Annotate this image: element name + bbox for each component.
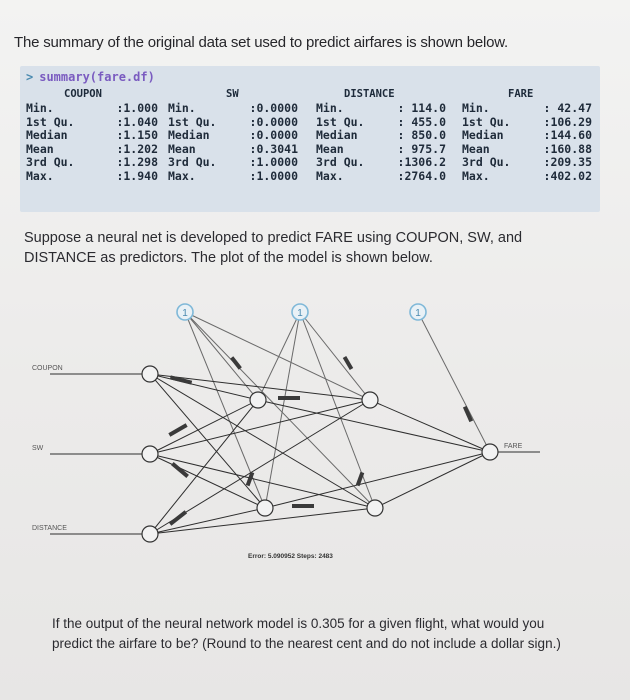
bias-edge — [258, 312, 300, 400]
bias-edge — [300, 312, 370, 400]
stat-row: Median : 850.0 — [316, 128, 446, 142]
input-label-coupon: COUPON — [32, 365, 63, 372]
question-neural-net: Suppose a neural net is developed to predict FARE using COUPON, SW, and DISTANCE as predictors. The plot of the model is shown below. — [24, 230, 523, 266]
r-command — [26, 70, 155, 84]
stat-row: Median :1.150 — [26, 128, 158, 142]
stat-row: Max. :1.0000 — [168, 168, 298, 183]
stats-column-fare — [462, 102, 592, 183]
col-header-distance: DISTANCE — [344, 88, 395, 100]
bias-edge — [185, 312, 258, 400]
stat-row: 3rd Qu. :209.35 — [462, 155, 592, 169]
stat-row: 1st Qu. :106.29 — [462, 114, 592, 129]
stat-row: Max. :2764.0 — [316, 168, 446, 183]
stat-row: Min. :0.0000 — [168, 101, 298, 115]
r-summary-output — [20, 66, 600, 212]
stat-row: 3rd Qu. :1306.2 — [316, 155, 446, 169]
weight-edge — [150, 400, 258, 454]
hidden-node — [257, 500, 273, 516]
input-label-distance: DISTANCE — [32, 525, 67, 532]
stats-column-sw — [168, 102, 298, 183]
col-header-coupon: COUPON — [64, 88, 102, 100]
stat-row: Mean :1.202 — [26, 141, 158, 156]
input-node-distance — [142, 526, 158, 542]
bias-edge — [265, 312, 300, 508]
weight-edge — [375, 452, 490, 508]
weight-edge — [370, 400, 490, 452]
stat-row: Mean :0.3041 — [168, 141, 298, 156]
weight-edge — [265, 452, 490, 508]
question-airfare: If the output of the neural network model is 0.305 for a given flight, what would you predict the airfare to be? (Round to the nearest cent and do not include a dollar sign.) — [52, 616, 561, 651]
weight-edge — [150, 374, 258, 400]
input-node-coupon — [142, 366, 158, 382]
stat-row: Mean : 975.7 — [316, 141, 446, 156]
weight-label — [230, 356, 242, 369]
weight-edge — [258, 400, 490, 452]
stat-row: Min. : 114.0 — [316, 101, 446, 115]
stats-column-coupon — [26, 102, 158, 183]
network-edges — [50, 312, 540, 534]
input-node-sw — [142, 446, 158, 462]
hidden-node — [362, 392, 378, 408]
bias-edge — [300, 312, 375, 508]
stat-row: Mean :160.88 — [462, 141, 592, 156]
weight-label — [169, 510, 187, 525]
hidden-node — [367, 500, 383, 516]
weight-edge — [150, 400, 258, 534]
weight-edge — [150, 374, 265, 508]
input-label-sw: SW — [32, 445, 44, 452]
intro-text: The summary of the original data set used to predict airfares is shown below. — [14, 34, 509, 51]
stat-row: 1st Qu. : 455.0 — [316, 114, 446, 129]
output-node-fare — [482, 444, 498, 460]
weight-label — [292, 504, 314, 508]
prompt-icon: > — [26, 70, 34, 84]
stat-row: 3rd Qu. :1.0000 — [168, 155, 298, 169]
stat-row: 3rd Qu. :1.298 — [26, 155, 158, 169]
bias-nodes — [177, 304, 426, 320]
bias-node-label: 1 — [415, 308, 421, 319]
stat-row: 1st Qu. :0.0000 — [168, 114, 298, 129]
weight-label — [278, 396, 300, 400]
bias-node-label: 1 — [297, 308, 303, 319]
neural-network-plot — [20, 290, 610, 580]
weight-label — [170, 375, 192, 384]
stat-row: Max. :402.02 — [462, 168, 592, 183]
bias-node-label: 1 — [182, 308, 188, 319]
weight-label — [171, 462, 189, 478]
stat-row: Max. :1.940 — [26, 168, 158, 183]
stat-row: Median :0.0000 — [168, 128, 298, 142]
bias-edge — [418, 312, 490, 452]
command-text: summary(fare.df) — [39, 70, 155, 84]
stats-column-distance — [316, 102, 446, 183]
stat-row: Median :144.60 — [462, 128, 592, 142]
hidden-node — [250, 392, 266, 408]
col-header-sw: SW — [226, 88, 239, 100]
weight-label — [168, 423, 187, 436]
stat-row: Min. : 42.47 — [462, 101, 592, 115]
bias-edge — [185, 312, 370, 400]
error-steps-text: Error: 5.090952 Steps: 2483 — [248, 553, 333, 560]
stat-row: Min. :1.000 — [26, 101, 158, 115]
col-header-fare: FARE — [508, 88, 534, 100]
stat-row: 1st Qu. :1.040 — [26, 114, 158, 129]
output-label-fare: FARE — [504, 443, 523, 450]
neuron-nodes — [142, 366, 498, 542]
bias-edge — [185, 312, 375, 508]
